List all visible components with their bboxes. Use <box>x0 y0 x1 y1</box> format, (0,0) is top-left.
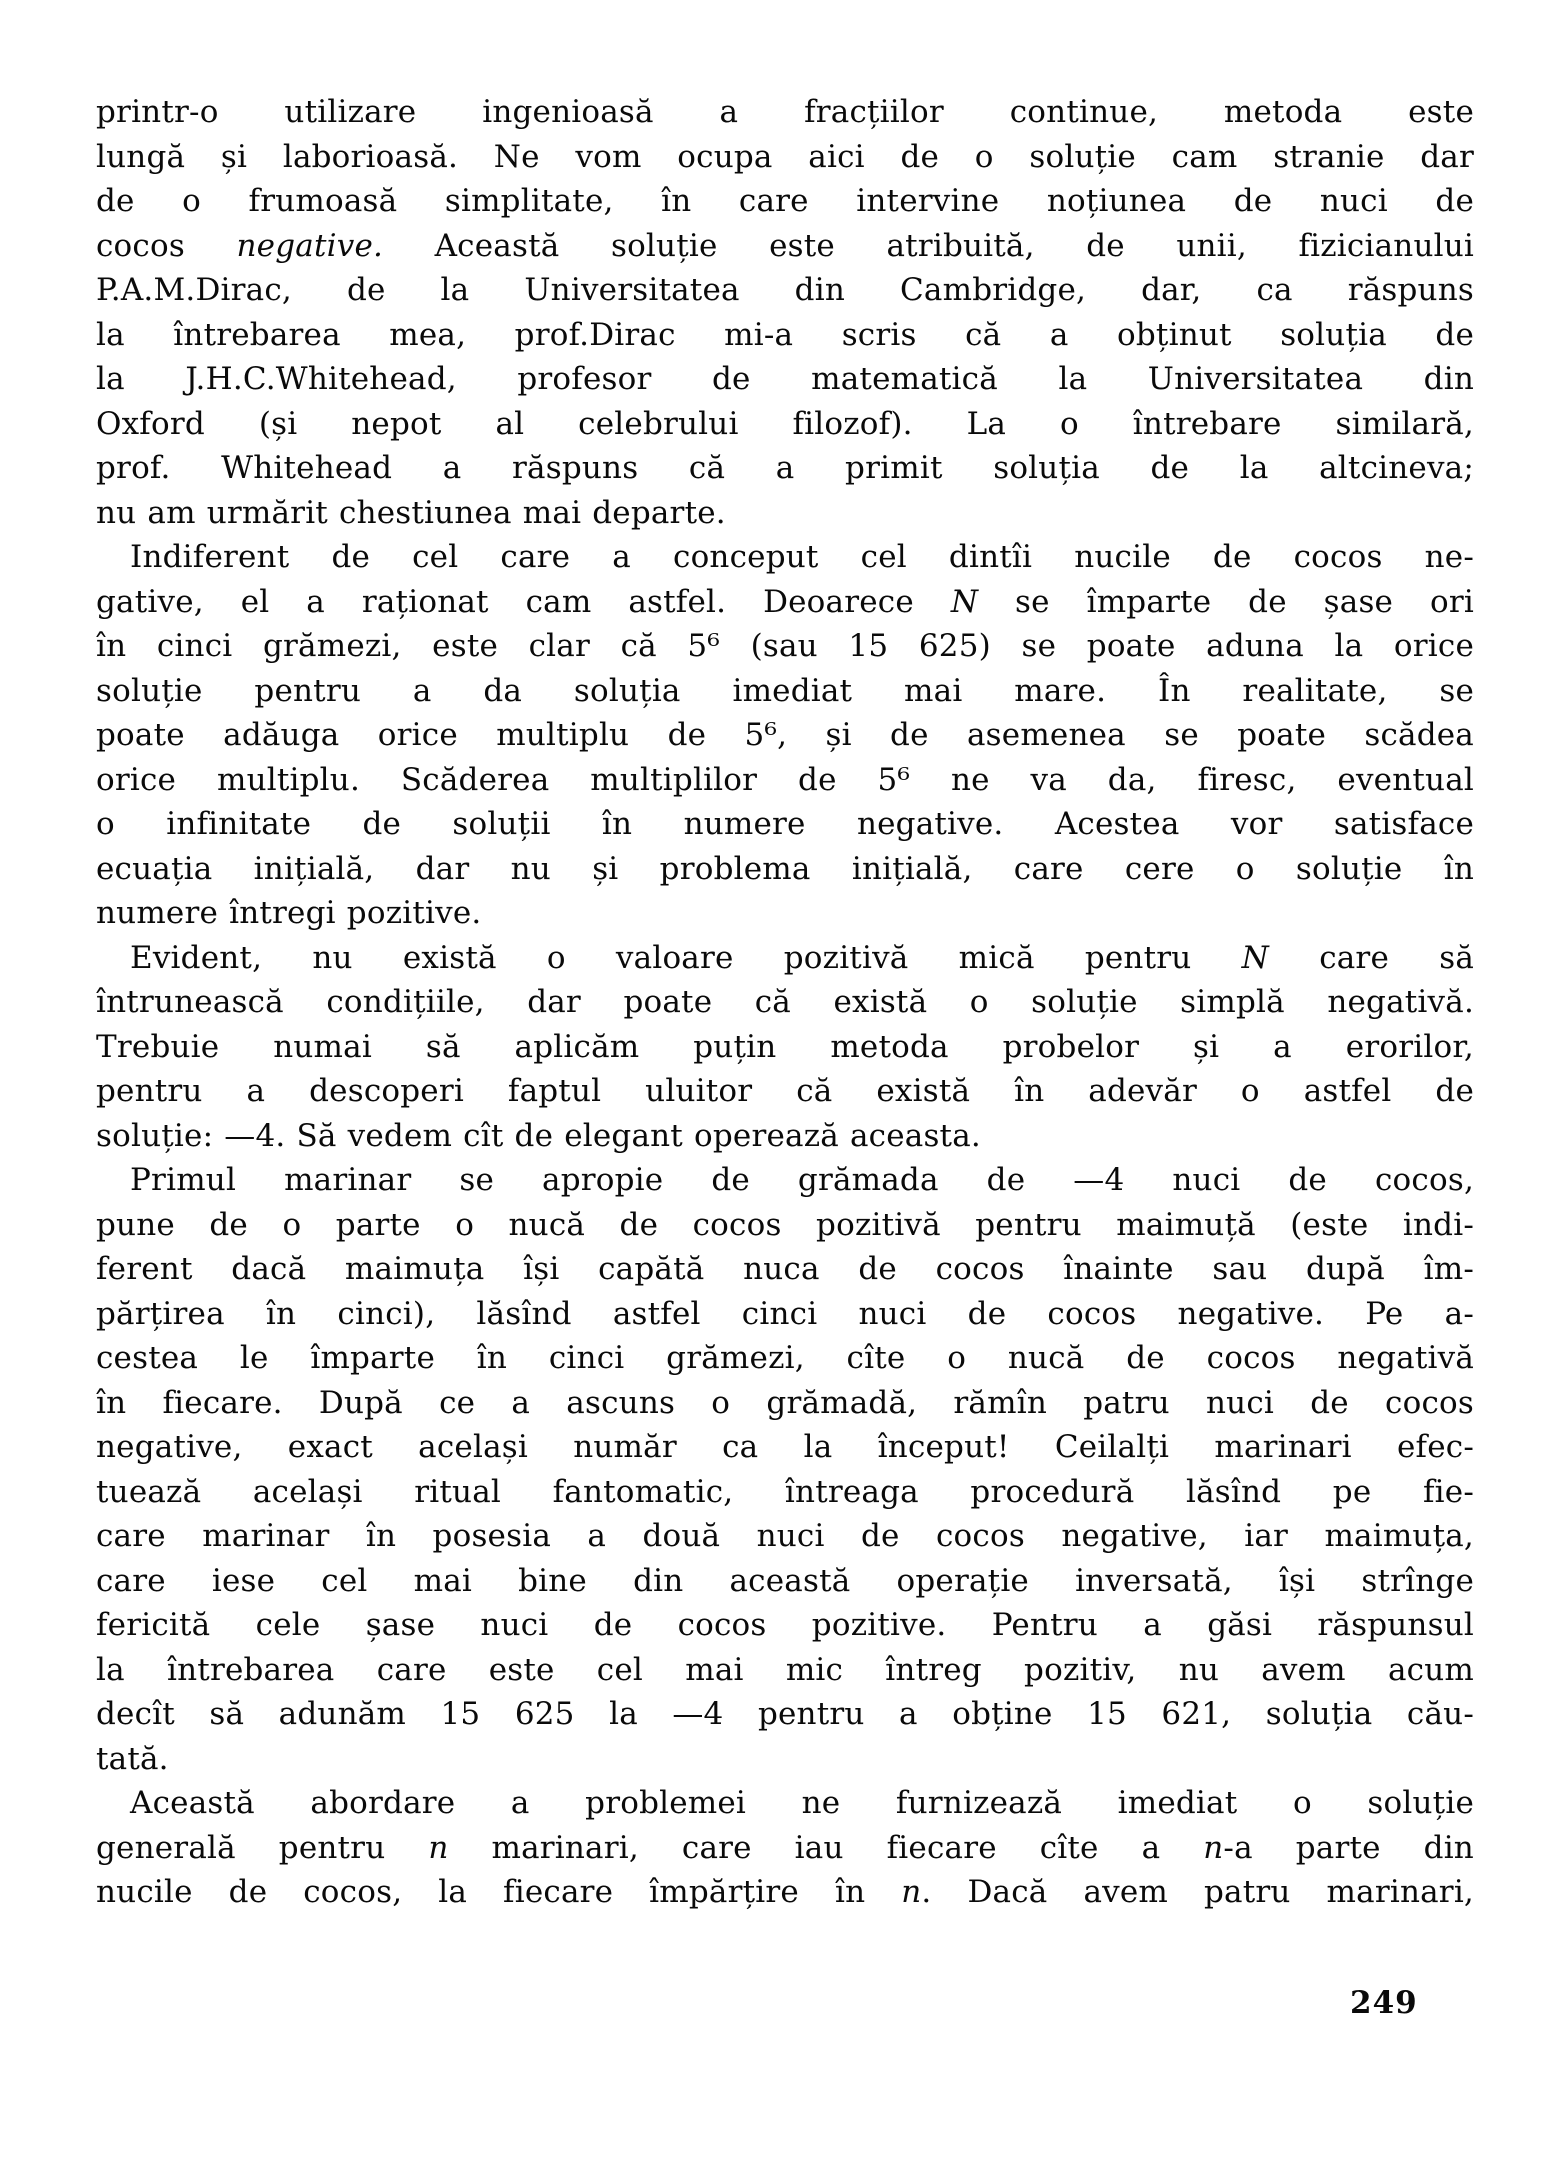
text-line: o infinitate de soluții în numere negative. Acestea vor satisface <box>96 806 1474 842</box>
text-line: Această abordare a problemei ne furnizează imediat o soluție <box>130 1785 1474 1821</box>
paragraph <box>96 90 1474 535</box>
text-line: părțirea în cinci), lăsînd astfel cinci nuci de cocos negative. Pe a- <box>96 1295 1474 1332</box>
text-block <box>96 90 1474 1915</box>
text-line: P.A.M.Dirac, de la Universitatea din Cambridge, dar, ca răspuns <box>96 272 1474 308</box>
text-line: fericită cele șase nuci de cocos pozitive. Pentru a găsi răspunsul <box>96 1607 1474 1643</box>
text-line: prof. Whitehead a răspuns că a primit soluția de la altcineva; <box>96 450 1474 486</box>
text-line: tată. <box>96 1740 169 1777</box>
text-line: în fiecare. După ce a ascuns o grămadă, rămîn patru nuci de cocos <box>96 1384 1474 1421</box>
italic-text: negative. <box>236 227 384 264</box>
text-line: de o frumoasă simplitate, în care intervine noțiunea de nuci de <box>96 183 1474 219</box>
text-line: printr-o utilizare ingenioasă a fracțiilor continue, metoda este <box>96 94 1474 130</box>
text-line: întrunească condițiile, dar poate că există o soluție simplă negativă. <box>96 984 1474 1020</box>
text-line: ecuația inițială, dar nu și problema inițială, care cere o soluție în <box>96 850 1474 887</box>
text-line: negative, exact același număr ca la început! Ceilalți marinari efec- <box>96 1429 1474 1465</box>
text-line: Trebuie numai să aplicăm puțin metoda probelor și a erorilor, <box>96 1028 1474 1065</box>
text-line: ferent dacă maimuța își capătă nuca de cocos înainte sau după îm- <box>96 1251 1474 1287</box>
text-line: poate adăuga orice multiplu de 5⁶, și de asemenea se poate scădea <box>96 717 1474 753</box>
text-line: care marinar în posesia a două nuci de cocos negative, iar maimuța, <box>96 1518 1474 1554</box>
text-line: în cinci grămezi, este clar că 5⁶ (sau 15 625) se poate aduna la orice <box>96 628 1474 664</box>
text-line: soluție: —4. Să vedem cît de elegant operează aceasta. <box>96 1117 981 1154</box>
text-line: nucile de cocos, la fiecare împărțire în n. Dacă avem patru marinari, <box>96 1874 1474 1910</box>
italic-text: N <box>950 583 979 620</box>
paragraph <box>96 535 1474 936</box>
text-line: numere întregi pozitive. <box>96 895 482 931</box>
italic-text: n <box>428 1829 449 1866</box>
paragraph <box>96 1781 1474 1915</box>
text-line: cocos negative. Această soluție este atribuită, de unii, fizicianului <box>96 227 1475 264</box>
text-line: la J.H.C.Whitehead, profesor de matematică la Universitatea din <box>96 361 1474 397</box>
italic-text: N <box>1241 939 1269 976</box>
text-line: cestea le împarte în cinci grămezi, cîte o nucă de cocos negativă <box>96 1340 1474 1376</box>
text-line: generală pentru n marinari, care iau fiecare cîte a n-a parte din <box>96 1829 1474 1866</box>
text-line: la întrebarea mea, prof.Dirac mi-a scris că a obținut soluția de <box>96 316 1474 353</box>
text-line: la întrebarea care este cel mai mic întreg pozitiv, nu avem acum <box>96 1651 1474 1688</box>
text-line: Oxford (și nepot al celebrului filozof). La o întrebare similară, <box>96 405 1474 442</box>
text-line: nu am urmărit chestiunea mai departe. <box>96 494 726 531</box>
italic-text: n <box>901 1874 922 1910</box>
paragraph <box>96 1158 1474 1781</box>
text-line: care iese cel mai bine din această operație inversată, își strînge <box>96 1562 1474 1599</box>
text-line: pentru a descoperi faptul uluitor că există în adevăr o astfel de <box>96 1073 1474 1109</box>
page-number: 249 <box>1350 1985 1418 2021</box>
paragraph <box>96 936 1474 1159</box>
text-line: Primul marinar se apropie de grămada de —4 nuci de cocos, <box>130 1162 1474 1198</box>
text-line: Evident, nu există o valoare pozitivă mică pentru N care să <box>130 939 1474 976</box>
italic-text: n <box>1203 1829 1224 1866</box>
text-line: Indiferent de cel care a conceput cel dintîi nucile de cocos ne- <box>130 539 1474 575</box>
text-line: pune de o parte o nucă de cocos pozitivă pentru maimuță (este indi- <box>96 1206 1474 1243</box>
text-line: tuează același ritual fantomatic, întreaga procedură lăsînd pe fie- <box>96 1473 1474 1510</box>
text-line: lungă și laborioasă. Ne vom ocupa aici de o soluție cam stranie dar <box>96 138 1474 175</box>
text-line: orice multiplu. Scăderea multiplilor de 5⁶ ne va da, firesc, eventual <box>96 761 1474 798</box>
text-line: gative, el a raționat cam astfel. Deoarece N se împarte de șase ori <box>96 583 1474 620</box>
text-line: soluție pentru a da soluția imediat mai mare. În realitate, se <box>96 672 1474 709</box>
text-line: decît să adunăm 15 625 la —4 pentru a obține 15 621, soluția cău- <box>96 1696 1474 1732</box>
